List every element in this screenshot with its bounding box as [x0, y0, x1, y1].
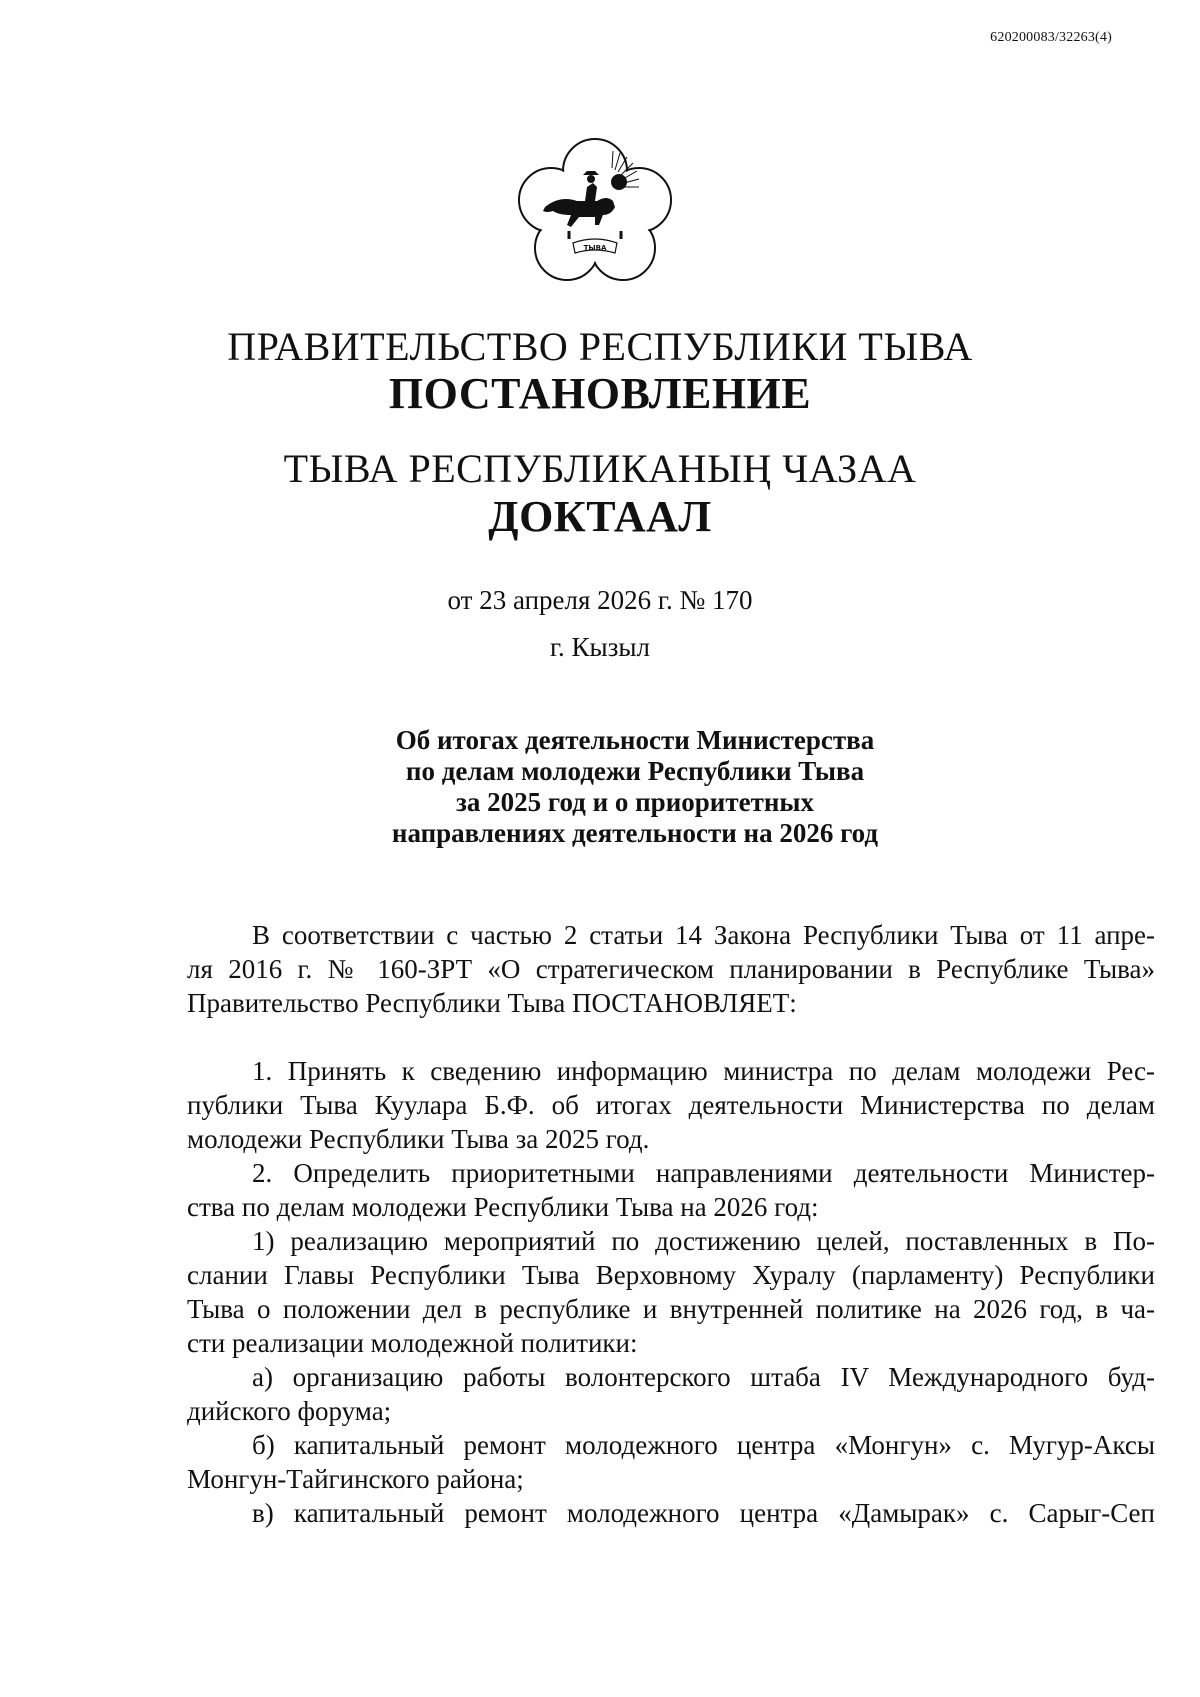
item-2-line: 2. Определить приоритетными направлениями деятельности Министер- — [252, 1158, 1155, 1188]
item-1-line: публики Тыва Куулара Б.Ф. об итогах деятельности Министерства по делам — [187, 1090, 1155, 1120]
subitem-1-line: слании Главы Республики Тыва Верховному Хуралу (парламенту) Республики — [187, 1260, 1155, 1290]
decree-title — [355, 725, 915, 849]
title-line: Об итогах деятельности Министерства — [395, 725, 875, 755]
preamble-line: Правительство Республики Тыва ПОСТАНОВЛЯЕТ: — [187, 988, 797, 1018]
decree-date-number: от 23 апреля 2026 г. № 170 — [447, 585, 753, 615]
subitem-1-line: Тыва о положении дел в республике и внутренней политике на 2026 год, в ча- — [187, 1294, 1155, 1324]
government-name-russian: ПРАВИТЕЛЬСТВО РЕСПУБЛИКИ ТЫВА — [227, 324, 973, 369]
title-line: по делам молодежи Республики Тыва — [405, 756, 865, 786]
government-name-tuvan: ТЫВА РЕСПУБЛИКАНЫҢ ЧАЗАА — [283, 446, 917, 491]
decree-body — [187, 918, 1155, 1530]
subitem-1-line: 1) реализацию мероприятий по достижению целей, поставленных в По- — [252, 1226, 1155, 1256]
subitem-a-line: а) организацию работы волонтерского штаба IV Международного буд- — [252, 1362, 1155, 1392]
title-line: направлениях деятельности на 2026 год — [391, 818, 879, 848]
coat-of-arms-emblem — [515, 135, 675, 290]
emblem-text: ТЫВА — [583, 244, 607, 252]
title-line: за 2025 год и о приоритетных — [456, 787, 814, 817]
subitem-b-line: Монгун-Тайгинского района; — [187, 1464, 524, 1494]
item-1-line: 1. Принять к сведению информацию министра по делам молодежи Рес- — [252, 1056, 1155, 1086]
decree-city: г. Кызыл — [550, 632, 650, 662]
preamble-line: В соответствии с частью 2 статьи 14 Закона Республики Тыва от 11 апре- — [252, 920, 1155, 950]
decree-type-russian: ПОСТАНОВЛЕНИЕ — [388, 369, 812, 418]
document-registration-number: 620200083/32263(4) — [990, 30, 1112, 45]
preamble-line: ля 2016 г. № 160-ЗРТ «О стратегическом планировании в Республике Тыва» — [187, 954, 1155, 984]
subitem-b-line: б) капитальный ремонт молодежного центра «Монгун» с. Мугур-Аксы — [252, 1430, 1155, 1460]
item-2-line: ства по делам молодежи Республики Тыва на 2026 год: — [187, 1192, 819, 1222]
subitem-1-line: сти реализации молодежной политики: — [187, 1328, 638, 1358]
item-1-line: молодежи Республики Тыва за 2025 год. — [187, 1124, 650, 1154]
subitem-a-line: дийского форума; — [187, 1396, 392, 1426]
decree-type-tuvan: ДОКТААЛ — [488, 492, 712, 541]
subitem-v-line: в) капитальный ремонт молодежного центра «Дамырак» с. Сарыг-Сеп — [252, 1498, 1155, 1528]
